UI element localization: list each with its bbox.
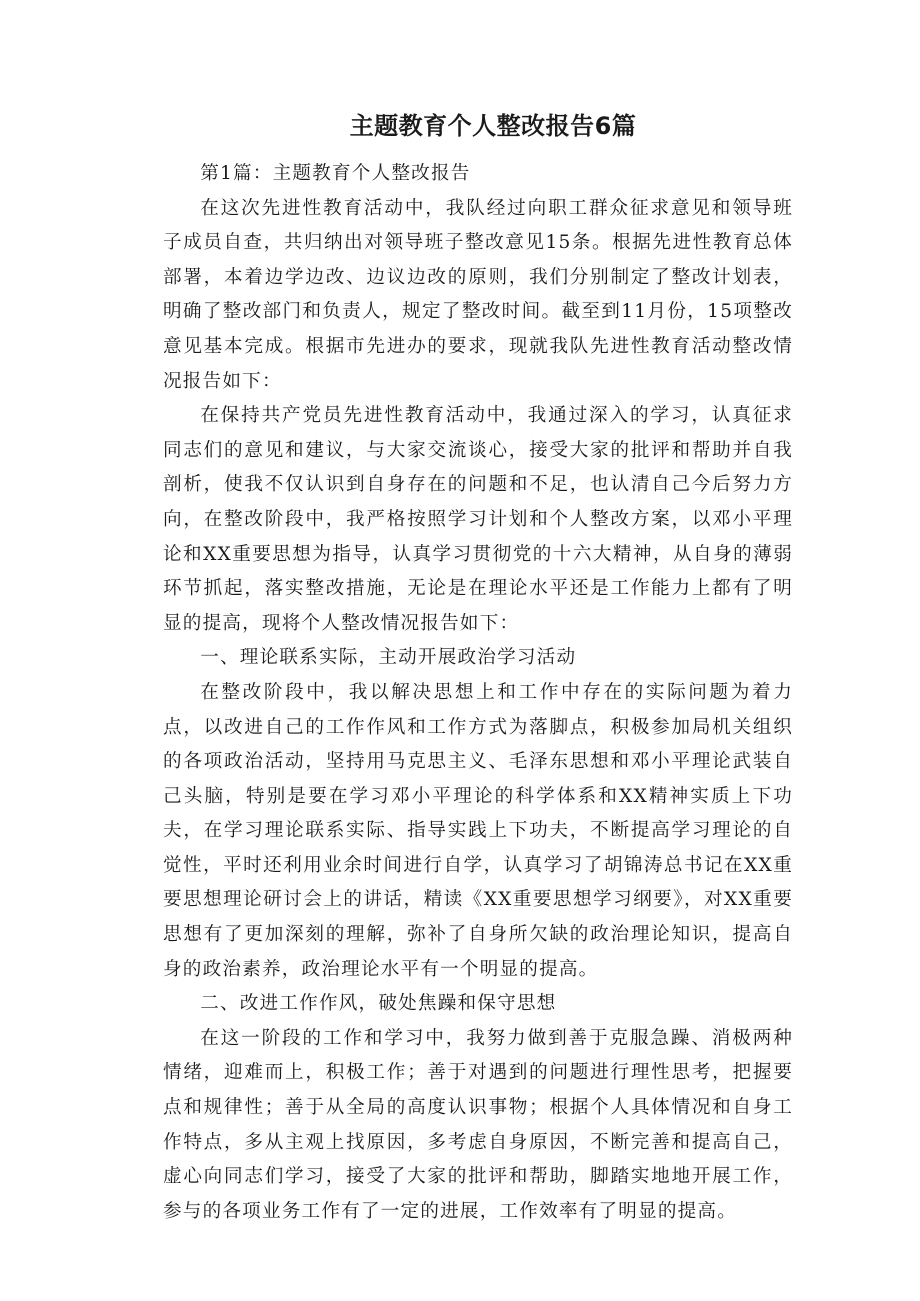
section-2-heading: 二、改进工作作风，破处焦躁和保守思想 bbox=[200, 993, 557, 1015]
intro-paragraph-2: 在保持共产党员先进性教育活动中，我通过深入的学习，认真征求同志们的意见和建议，与大家交流谈心，接受大家的批评和帮助并自我剖析，使我不仅认识到自身存在的问题和不足，也认清自己今后努力方向，在整改阶段中，我严格按照学习计划和个人整改方案，以邓小平理论和XX重要思想为指导，认真学习贯彻党的十六大精神，从自身的薄弱环节抓起，落实整改措施，无论是在理论水平还是工作能力上都有了明显的提高，现将个人整改情况报告如下： bbox=[163, 405, 793, 634]
document-page bbox=[163, 105, 793, 1229]
intro-paragraph-1: 在这次先进性教育活动中，我队经过向职工群众征求意见和领导班子成员自查，共归纳出对领导班子整改意见15条。根据先进性教育总体部署，本着边学边改、边议边改的原则，我们分别制定了整改计划表，明确了整改部门和负责人，规定了整改时间。截至到11月份，15项整改意见基本完成。根据市先进办的要求，现就我队先进性教育活动整改情况报告如下： bbox=[163, 197, 793, 392]
chapter-heading: 第1篇：主题教育个人整改报告 bbox=[200, 163, 471, 184]
section-2-body: 在这一阶段的工作和学习中，我努力做到善于克服急躁、消极两种情绪，迎难而上，积极工作；善于对遇到的问题进行理性思考，把握要点和规律性；善于从全局的高度认识事物；根据个人具体情况和自身工作特点，多从主观上找原因，多考虑自身原因，不断完善和提高自己，虚心向同志们学习，接受了大家的批评和帮助，脚踏实地地开展工作，参与的各项业务工作有了一定的进展，工作效率有了明显的提高。 bbox=[163, 1027, 793, 1222]
section-1-heading: 一、理论联系实际，主动开展政治学习活动 bbox=[200, 647, 577, 669]
section-1-body: 在整改阶段中，我以解决思想上和工作中存在的实际问题为着力点，以改进自己的工作作风和工作方式为落脚点，积极参加局机关组织的各项政治活动，坚持用马克思主义、毛泽东思想和邓小平理论武装自己头脑，特别是要在学习邓小平理论的科学体系和XX精神实质上下功夫，在学习理论联系实际、指导实践上下功夫，不断提高学习理论的自觉性，平时还利用业余时间进行自学，认真学习了胡锦涛总书记在XX重要思想理论研讨会上的讲话，精读《XX重要思想学习纲要》，对XX重要思想有了更加深刻的理解，弥补了自身所欠缺的政治理论知识，提高自身的政治素养，政治理论水平有一个明显的提高。 bbox=[163, 681, 793, 980]
document-title: 主题教育个人整改报告6篇 bbox=[349, 112, 637, 140]
